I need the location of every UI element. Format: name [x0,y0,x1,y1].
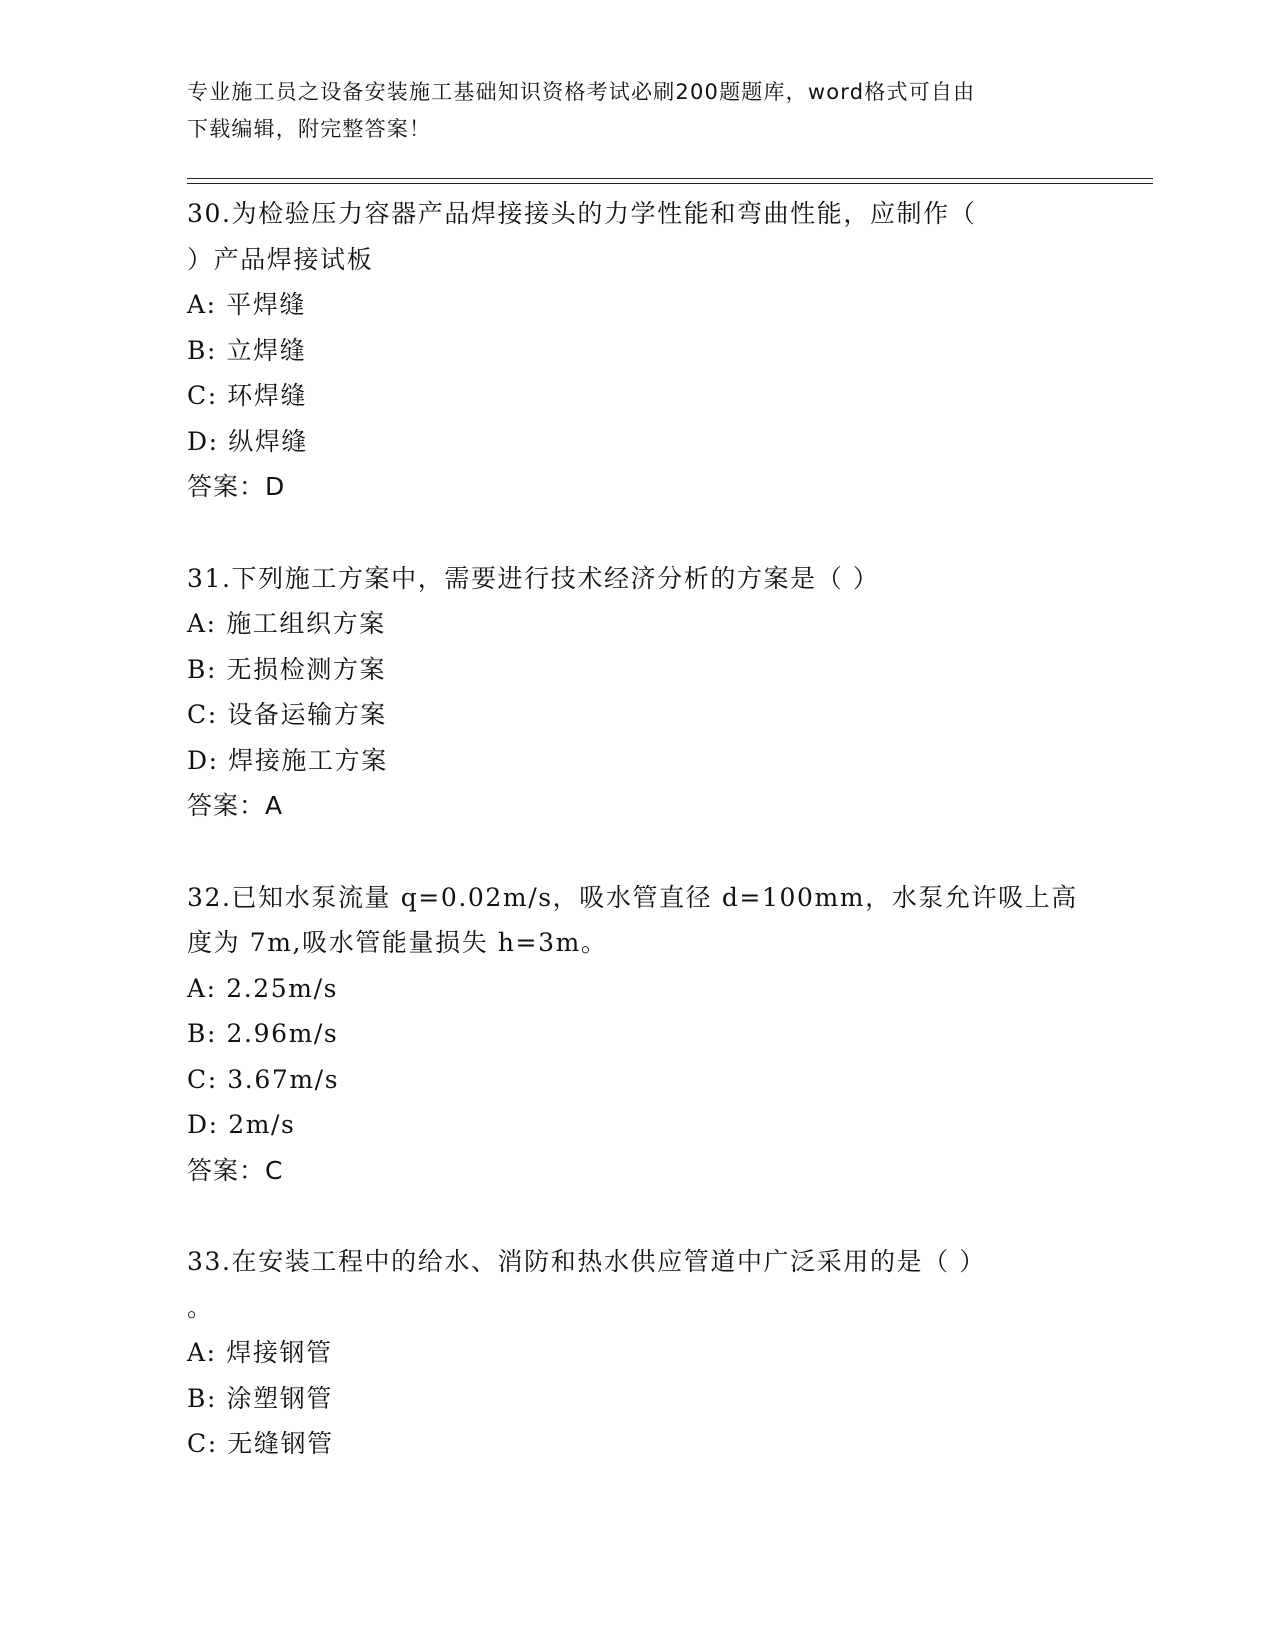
question-text-line: 。 [187,1292,214,1322]
option-b: B: 涂塑钢管 [187,1383,333,1413]
question-spacer [187,510,1087,556]
option-b: B: 2.96m/s [187,1019,339,1048]
question-31 [187,556,1087,829]
option-c: C: 设备运输方案 [187,700,387,729]
question-list [187,191,1087,1467]
option-c: C: 无缝钢管 [187,1429,334,1458]
question-text-line: ）产品焊接试板 [187,244,374,274]
question-32 [187,875,1087,1194]
option-a: A: 2.25m/s [187,973,339,1003]
option-d: D: 纵焊缝 [187,426,309,456]
question-33 [187,1239,1087,1467]
question-text-line: 32.已知水泵流量 q=0.02m/s，吸水管直径 d=100mm，水泵允许吸上高 [187,882,1078,912]
option-c: C: 环焊缝 [187,381,308,410]
option-b: B: 无损检测方案 [187,654,387,684]
question-text-line: 31.下列施工方案中，需要进行技术经济分析的方案是（ ） [187,563,880,593]
question-text-line: 度为 7m,吸水管能量损失 h=3m。 [187,928,608,957]
answer: 答案：D [187,472,286,501]
question-text-line: 30.为检验压力容器产品焊接接头的力学性能和弯曲性能，应制作（ [187,199,977,228]
question-30 [187,191,1087,510]
question-spacer [187,1193,1087,1239]
header-divider-top [187,178,1153,179]
answer: 答案：C [187,1155,284,1185]
header-line-2: 下载编辑，附完整答案！ [187,117,432,141]
header-divider-bottom [187,183,1153,184]
document-header [187,74,1067,148]
option-d: D: 2m/s [187,1110,296,1139]
answer: 答案：A [187,791,284,820]
header-line-1: 专业施工员之设备安装施工基础知识资格考试必刷200题题库，word格式可自由 [187,80,976,104]
option-a: A: 焊接钢管 [187,1338,333,1367]
option-a: A: 平焊缝 [187,290,307,319]
option-b: B: 立焊缝 [187,335,307,365]
option-d: D: 焊接施工方案 [187,745,388,775]
question-spacer [187,829,1087,875]
question-text-line: 33.在安装工程中的给水、消防和热水供应管道中广泛采用的是（ ） [187,1247,986,1276]
option-c: C: 3.67m/s [187,1064,340,1094]
option-a: A: 施工组织方案 [187,609,386,638]
